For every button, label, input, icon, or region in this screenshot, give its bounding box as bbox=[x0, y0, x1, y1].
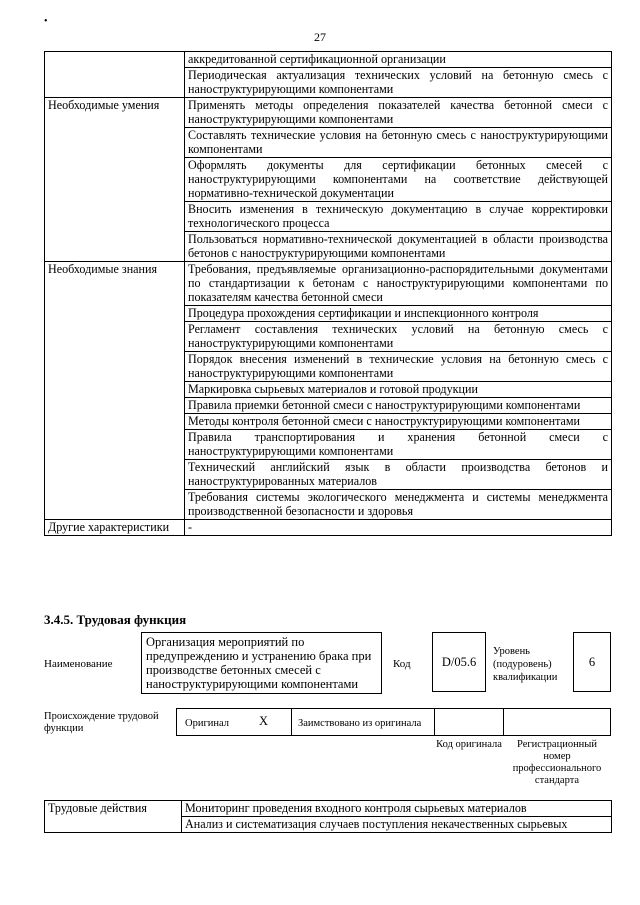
level-label: Уровень (подуровень) квалификации bbox=[493, 646, 558, 683]
action-row bbox=[45, 801, 612, 817]
requirement-item: Составлять технические условия на бетонную смесь с наноструктурирующими компонентами bbox=[185, 128, 612, 158]
level-value: 6 bbox=[588, 654, 596, 669]
borrowed-label: Заимствовано из оригинала bbox=[298, 718, 422, 729]
function-name-box bbox=[141, 632, 382, 694]
requirement-item: Пользоваться нормативно-технической документацией в области производства бетонов с наноструктурирующими компонентами bbox=[185, 232, 612, 262]
code-box bbox=[432, 632, 486, 692]
requirement-item: Процедура прохождения сертификации и инспекционного контроля bbox=[185, 306, 612, 322]
requirement-row bbox=[45, 98, 612, 128]
requirement-item: Правила транспортирования и хранения бетонной смеси с наноструктурирующими компонентами bbox=[185, 430, 612, 460]
original-label: Оригинал bbox=[185, 718, 229, 729]
bullet-mark: • bbox=[44, 16, 48, 27]
code-original-caption: Код оригинала bbox=[436, 739, 502, 750]
labor-actions-table bbox=[44, 800, 612, 833]
group-label bbox=[45, 52, 185, 98]
level-box bbox=[573, 632, 611, 692]
requirement-row bbox=[45, 52, 612, 68]
requirement-item: Регламент составления технических условий на бетонную смесь с наноструктурирующими компонентами bbox=[185, 322, 612, 352]
requirement-item: Порядок внесения изменений в технические условия на бетонную смесь с наноструктурирующими компонентами bbox=[185, 352, 612, 382]
function-name: Организация мероприятий по предупреждению и устранению брака при производстве бетонных смесей с наноструктурирующими компонентами bbox=[146, 635, 372, 691]
reg-number-box bbox=[503, 708, 611, 736]
requirement-item: Требования, предъявляемые организационно-распорядительными документами по стандартизации к бетонам с наноструктурирующими компонентами по показателям качества бетонной смеси bbox=[185, 262, 612, 306]
requirement-item: - bbox=[185, 520, 612, 536]
actions-label: Трудовые действия bbox=[45, 801, 182, 833]
name-label: Наименование bbox=[44, 658, 113, 670]
code-label: Код bbox=[393, 658, 411, 670]
requirement-row bbox=[45, 520, 612, 536]
requirement-item: Применять методы определения показателей качества бетонной смеси с наноструктурирующими компонентами bbox=[185, 98, 612, 128]
requirement-item: Маркировка сырьевых материалов и готовой продукции bbox=[185, 382, 612, 398]
requirement-item: Требования системы экологического менеджмента и системы менеджмента производственной безопасности и здоровья bbox=[185, 490, 612, 520]
original-mark: X bbox=[259, 714, 269, 728]
requirements-table bbox=[44, 51, 612, 536]
requirement-item: Технический английский язык в области производства бетонов и наноструктурированных материалов bbox=[185, 460, 612, 490]
requirement-item: Периодическая актуализация технических условий на бетонную смесь с наноструктурирующими компонентами bbox=[185, 68, 612, 98]
requirement-item: аккредитованной сертификационной организации bbox=[185, 52, 612, 68]
action-item: Анализ и систематизация случаев поступления некачественных сырьевых bbox=[182, 817, 612, 833]
requirement-item: Методы контроля бетонной смеси с наноструктурирующими компонентами bbox=[185, 414, 612, 430]
code-original-box bbox=[434, 708, 504, 736]
requirement-row bbox=[45, 262, 612, 306]
code-value: D/05.6 bbox=[441, 654, 477, 669]
borrowed-box bbox=[291, 708, 435, 736]
group-label: Необходимые умения bbox=[45, 98, 185, 262]
page-number: 27 bbox=[314, 30, 326, 44]
requirement-item: Правила приемки бетонной смеси с наноструктурирующими компонентами bbox=[185, 398, 612, 414]
group-label: Другие характеристики bbox=[45, 520, 185, 536]
action-item: Мониторинг проведения входного контроля сырьевых материалов bbox=[182, 801, 612, 817]
reg-number-caption: Регистрационный номер профессионального стандарта bbox=[512, 739, 602, 786]
original-box bbox=[176, 708, 292, 736]
requirement-item: Вносить изменения в техническую документацию в случае корректировки технологического процесса bbox=[185, 202, 612, 232]
group-label: Необходимые знания bbox=[45, 262, 185, 520]
requirement-item: Оформлять документы для сертификации бетонных смесей с наноструктурирующими компонентами на соответствие действующей нормативно-технической документации bbox=[185, 158, 612, 202]
origin-label: Происхождение трудовой функции bbox=[44, 711, 159, 734]
section-title: 3.4.5. Трудовая функция bbox=[44, 612, 187, 627]
